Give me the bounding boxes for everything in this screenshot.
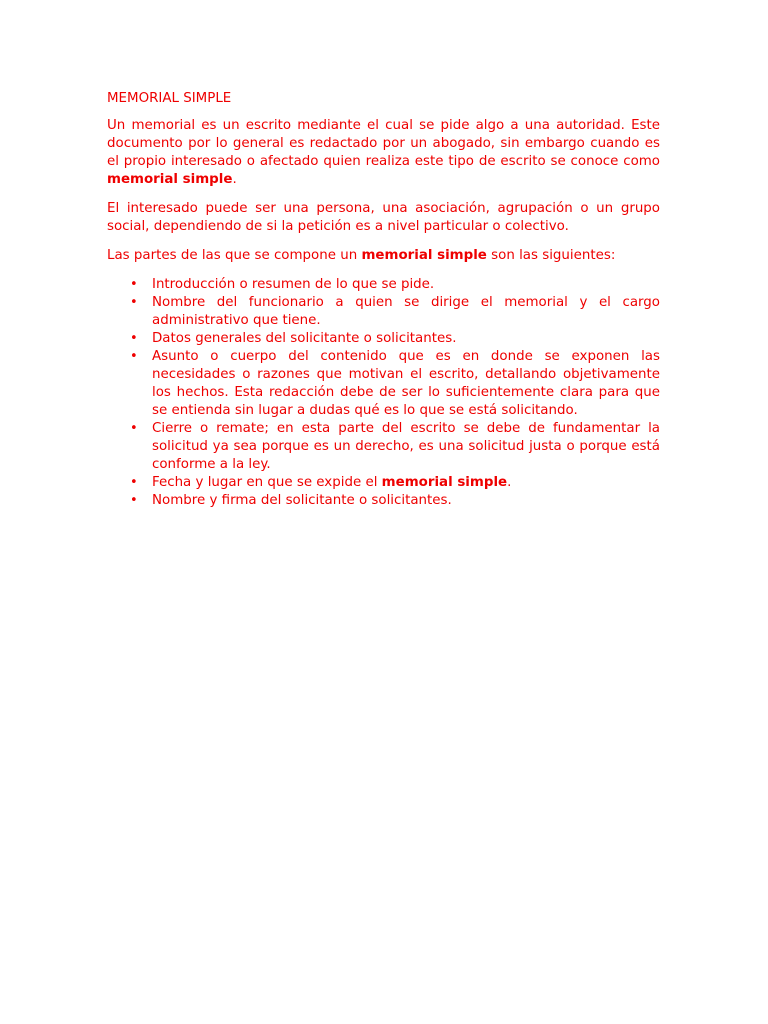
paragraph-partes-bold: memorial simple	[361, 248, 487, 263]
bullet-icon: •	[130, 493, 138, 508]
list-item	[107, 330, 660, 348]
paragraph-partes-text: Las partes de las que se compone un	[107, 248, 362, 263]
list-item-text: Nombre del funcionario a quien se dirige el memorial y el cargo administrativo que tiene.	[152, 295, 660, 328]
list-item-text: Nombre y firma del solicitante o solicitantes.	[152, 493, 452, 508]
parts-list	[107, 276, 660, 510]
paragraph-definition-text: Un memorial es un escrito mediante el cual se pide algo a una autoridad. Este documento por lo general es redactado por un abogado, sin embargo cuando es el propio interesado o afectado quien realiza este tipo de escrito se conoce como	[107, 118, 660, 169]
list-item-text: Fecha y lugar en que se expide el	[152, 475, 382, 490]
bullet-icon: •	[130, 475, 138, 490]
list-item-bold: memorial simple	[381, 475, 508, 490]
list-item-text: Introducción o resumen de lo que se pide.	[152, 277, 435, 292]
bullet-icon: •	[130, 277, 138, 292]
list-item	[107, 492, 660, 510]
bullet-icon: •	[130, 421, 138, 436]
list-item	[107, 474, 660, 492]
list-item-text: Asunto o cuerpo del contenido que es en donde se exponen las necesidades o razones que motivan el escrito, detallando objetivamente los hechos. Esta redacción debe de ser lo suficientemente clara para que se entienda sin lugar a dudas qué es lo que se está solicitando.	[152, 349, 660, 418]
document-title: MEMORIAL SIMPLE	[107, 91, 232, 106]
list-item-text: Cierre o remate; en esta parte del escrito se debe de fundamentar la solicitud ya sea porque es un derecho, es una solicitud justa o porque está conforme a la ley.	[152, 421, 660, 472]
list-item	[107, 276, 660, 294]
paragraph-interesado: El interesado puede ser una persona, una asociación, agrupación o un grupo social, dependiendo de si la petición es a nivel particular o colectivo.	[107, 201, 660, 234]
bullet-icon: •	[130, 295, 138, 310]
paragraph-definition	[107, 117, 660, 189]
list-item-end: .	[507, 475, 512, 490]
paragraph-definition-bold: memorial simple	[107, 172, 233, 187]
paragraph-partes-end: son las siguientes:	[486, 248, 616, 263]
list-item	[107, 294, 660, 330]
list-item-text: Datos generales del solicitante o solicitantes.	[152, 331, 457, 346]
document-page	[107, 90, 660, 510]
list-item	[107, 348, 660, 420]
bullet-icon: •	[130, 349, 138, 364]
paragraph-definition-end: .	[232, 172, 237, 187]
bullet-icon: •	[130, 331, 138, 346]
list-item	[107, 420, 660, 474]
paragraph-partes	[107, 247, 660, 265]
